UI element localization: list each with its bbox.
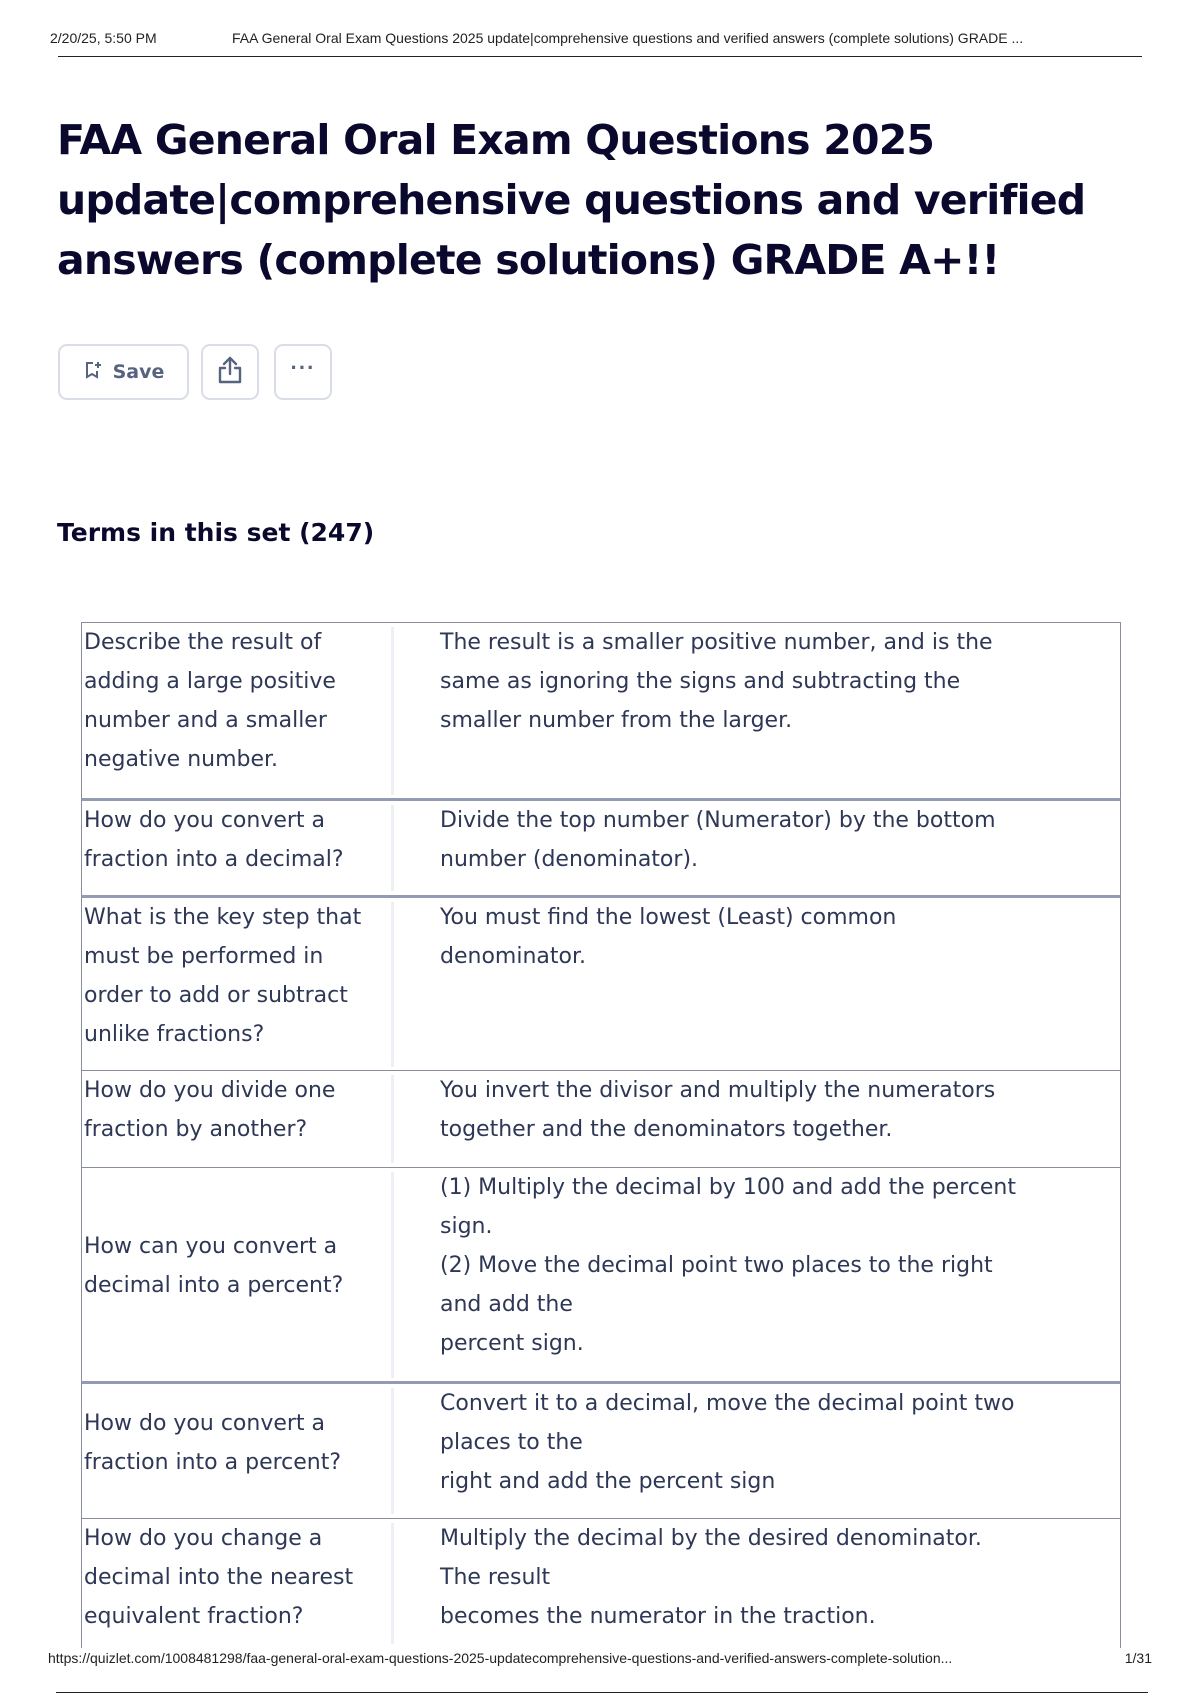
more-horizontal-icon: ···	[290, 355, 316, 380]
definition-text: Divide the top number (Numerator) by the bottom number (denominator).	[440, 808, 996, 872]
definition-text: Multiply the decimal by the desired denominator. The result becomes the numerator in the traction.	[440, 1525, 982, 1629]
terms-count-heading: Terms in this set (247)	[57, 518, 375, 547]
save-button[interactable]	[58, 344, 189, 400]
share-button[interactable]	[201, 344, 259, 400]
term-row[interactable]	[81, 1381, 1121, 1519]
definition-text: The result is a smaller positive number, and is the same as ignoring the signs and subtracting the smaller number from the larger.	[440, 629, 993, 733]
definition-text: You must find the lowest (Least) common denominator.	[440, 904, 897, 969]
term-text: How do you divide one fraction by another?	[84, 1078, 336, 1142]
row-divider	[391, 1523, 394, 1644]
definition-text: (1) Multiply the decimal by 100 and add the percent sign. (2) Move the decimal point two places to the right and add the percent sign.	[440, 1174, 1016, 1356]
term-row[interactable]	[81, 1167, 1121, 1383]
term-text: How do you convert a fraction into a percent?	[84, 1411, 342, 1475]
page-title: FAA General Oral Exam Questions 2025 update|comprehensive questions and verified answers (complete solutions) GRADE A+!!	[57, 116, 1086, 284]
term-row[interactable]	[81, 1070, 1121, 1168]
row-divider	[391, 902, 394, 1067]
term-text: How do you change a decimal into the nearest equivalent fraction?	[84, 1525, 354, 1629]
row-divider	[391, 1075, 394, 1163]
save-button-label: Save	[112, 361, 165, 383]
term-row[interactable]	[81, 895, 1121, 1072]
share-icon	[216, 355, 244, 390]
row-divider	[391, 1172, 394, 1378]
print-header	[50, 26, 1142, 56]
print-doc-title: FAA General Oral Exam Questions 2025 update|comprehensive questions and verified answers (complete solutions) GRADE ...	[232, 30, 1024, 46]
term-row[interactable]	[81, 798, 1121, 896]
more-options-button[interactable]	[274, 344, 332, 400]
row-divider	[391, 627, 394, 795]
term-row[interactable]	[81, 1518, 1121, 1648]
print-datetime: 2/20/25, 5:50 PM	[50, 30, 157, 46]
definition-text: Convert it to a decimal, move the decimal point two places to the right and add the percent sign	[440, 1391, 1015, 1494]
print-url: https://quizlet.com/1008481298/faa-general-oral-exam-questions-2025-updatecomprehensive-questions-and-verified-answers-complete-solution...	[48, 1650, 953, 1666]
page-number: 1/31	[1124, 1650, 1152, 1666]
header-rule	[58, 56, 1142, 57]
terms-list	[81, 623, 1121, 1648]
bookmark-add-icon	[83, 360, 103, 385]
term-text: How do you convert a fraction into a decimal?	[84, 808, 344, 872]
term-row[interactable]	[81, 622, 1121, 800]
row-divider	[391, 805, 394, 891]
row-divider	[391, 1388, 394, 1514]
term-text: Describe the result of adding a large positive number and a smaller negative number.	[84, 629, 336, 772]
term-text: How can you convert a decimal into a percent?	[84, 1233, 344, 1298]
definition-text: You invert the divisor and multiply the numerators together and the denominators together.	[440, 1078, 996, 1142]
term-text: What is the key step that must be performed in order to add or subtract unlike fractions?	[84, 904, 362, 1047]
print-footer	[48, 1648, 1152, 1694]
footer-rule	[56, 1692, 1148, 1693]
